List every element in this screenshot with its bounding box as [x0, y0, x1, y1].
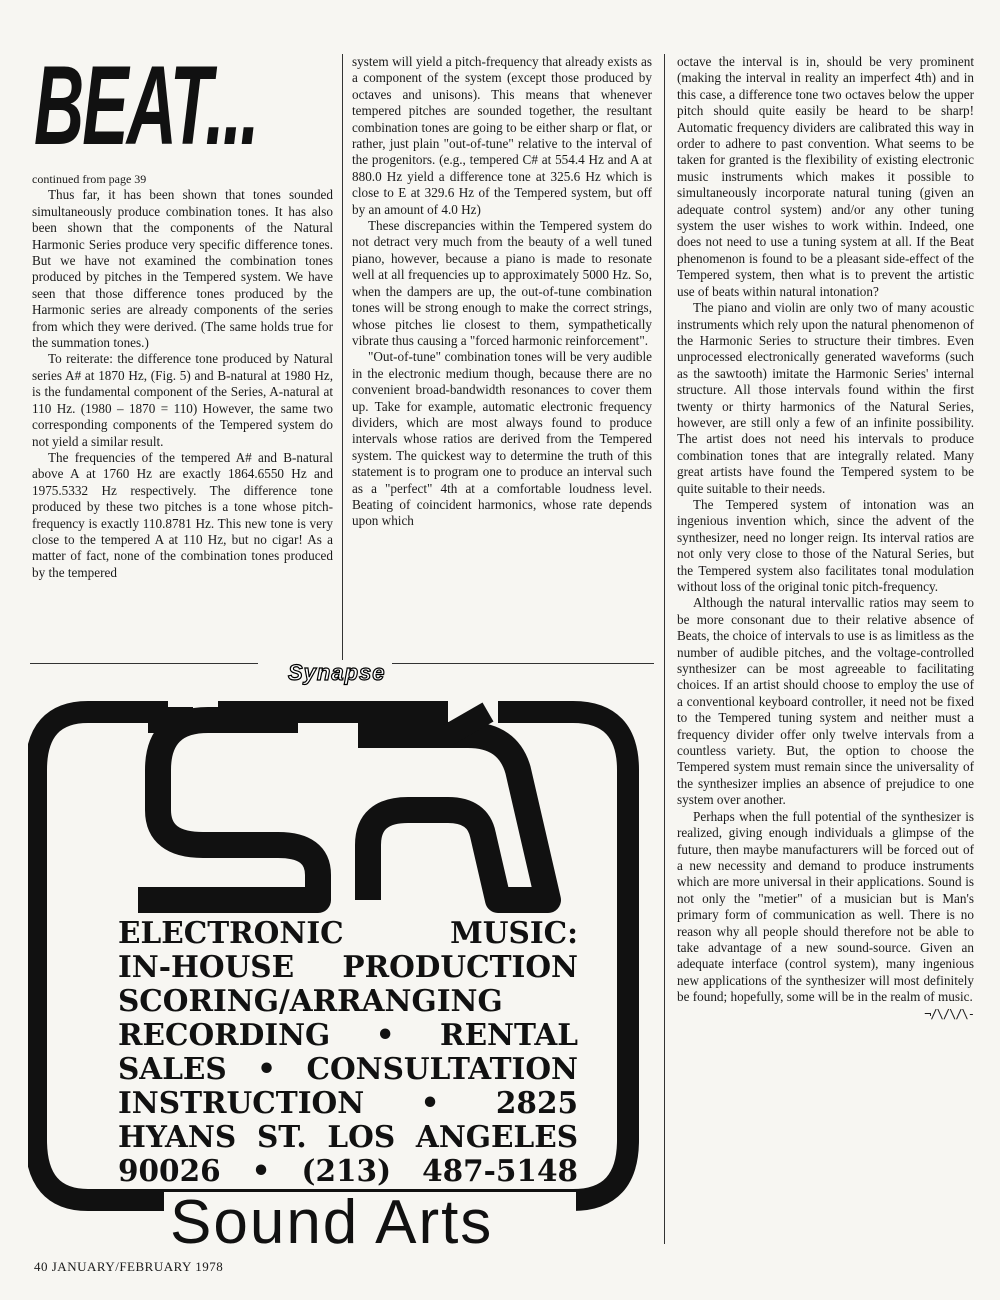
- ad-line: RECORDING • RENTAL: [118, 1017, 578, 1052]
- column-rule: [664, 54, 665, 1244]
- paragraph: "Out-of-tune" combination tones will be very audible in the electronic medium though, because there are no convenient broad-bandwidth resonances to cover them up. Take for example, automatic electronic frequency dividers, which are most always found to produce intervals whose ratios are derived from the Tempered system. The quickest way to determine the truth of this statement is to program one to produce an interval such as a "perfect" 4th at a comfortable loudness level. Beating of coincident harmonics, whose rate depends upon which: [352, 349, 652, 529]
- ad-line: HYANS ST. LOS ANGELES: [118, 1119, 578, 1154]
- synapse-masthead: Synapse: [288, 660, 386, 685]
- signoff-mark: ¬/\/\/\-: [924, 1006, 974, 1021]
- paragraph: Perhaps when the full potential of the synthesizer is realized, giving enough individuals a glimpse of the future, then maybe manufacturers will be forced out of a new necessity and demand to produce instruments which are more universal in their applications. Sound is not only the "metier" of a musician but is Man's primary form of communication as well. There is no reason why all people should therefore not be able to take advantage of a new sound-source. Given an adequate interface (control system), many ingenious new applications of the synthesizer will most definitely be found; hopefully, some will be in the realm of music.: [677, 808, 974, 1005]
- article-column-2: [352, 54, 652, 530]
- paragraph: Thus far, it has been shown that tones sounded simultaneously produce combination tones. It has also been shown that the components of the Natural Harmonic Series produce very specific difference tones. But we have not examined the combination tones produced by pitches in the Tempered system. We have seen that those difference tones produced by the Harmonic series are already components of the series from which they were derived. (The same holds true for the summation tones.): [32, 187, 333, 351]
- ad-line: ELECTRONIC MUSIC:: [118, 915, 578, 950]
- paragraph: The frequencies of the tempered A# and B-natural above A at 1760 Hz are exactly 1864.6550 Hz and 1975.5332 Hz respectively. The difference tone produced by these two pitches is a tone whose pitch-frequency is exactly 110.8781 Hz. This new tone is very close to the tempered A at 110 Hz, but no cigar! As a matter of fact, none of the combination tones produced by the tempered: [32, 449, 333, 580]
- column-rule: [342, 54, 343, 660]
- sound-arts-brand: Sound Arts: [164, 1192, 576, 1254]
- page-footer: [34, 1259, 223, 1275]
- ad-line: INSTRUCTION • 2825: [118, 1085, 578, 1120]
- paragraph: The piano and violin are only two of many acoustic instruments which rely upon the natural phenomenon of the Harmonic Series to structure their timbres. Even unprocessed electronically generated waveforms (such as the sawtooth) imitate the Harmonic Series' internal structure. All those intervals found within the first twenty or thirty harmonics of the Natural Series, however, are still only a few of an infinite possibility. The artist does not need his intervals to produce combination tones that are integrally related. Many great artists have found the Tempered system to be quite suitable to their needs.: [677, 300, 974, 496]
- paragraph: system will yield a pitch-frequency that already exists as a component of the system (except those produced by octaves and unisons). This means that whenever tempered pitches are sounded together, the resultant combination tones are going to be either sharp or flat, or rather, just plain "out-of-tune" relative to the interval of the progenitors. (e.g., tempered C# at 554.4 Hz and A at 880.0 Hz yield a difference tone at 325.6 Hz which is close to E at 329.6 Hz of the Tempered system, but off by an amount of 4.0 Hz): [352, 54, 652, 217]
- continued-note: continued from page 39: [32, 172, 147, 186]
- issue-date: JANUARY/FEBRUARY 1978: [51, 1259, 224, 1274]
- ad-services-list: [118, 916, 578, 1188]
- ad-line: IN-HOUSE PRODUCTION: [118, 949, 578, 984]
- paragraph: These discrepancies within the Tempered system do not detract very much from the beauty of a well tuned piano, however, because a piano is made to resonate well at all frequencies up to approximately 5000 Hz. So, when the dampers are up, the out-of-tune combination tones will be strong enough to make the correct strings, whose pitches lie closest to them, sympathetically vibrate thus causing a "forced harmonic reinforcement".: [352, 218, 652, 348]
- paragraph: The Tempered system of intonation was an ingenious invention which, since the advent of the synthesizer, need no longer reign. Its interval ratios are not only very close to those of the Natural Series, but the Tempered system also facilitates tonal modulation without loss of the original tonic pitch-frequency.: [677, 496, 974, 594]
- paragraph: octave the interval is in, should be very prominent (making the interval in reality an imperfect 4th) and in this case, a difference tone two octaves below the upper pitch should quite easily be heard to be sharp! Automatic frequency dividers are calibrated this way in order to adhere to past convention. What seems to be taken for granted is the flexibility of existing electronic music instruments which makes it possible to simultaneously incorporate natural tuning (given an adequate control system) and/or any other tuning system the user wishes to work within. Indeed, one does not need to use a tuning system at all. If the Beat phenomenon is found to be a pleasant side-effect of the Tempered system, then what is to prevent the artistic use of beats within natural intonation?: [677, 54, 974, 299]
- ad-line: SALES • CONSULTATION: [118, 1051, 578, 1086]
- article-title: BEAT...: [34, 43, 258, 168]
- paragraph: To reiterate: the difference tone produced by Natural series A# at 1870 Hz, (Fig. 5) and B-natural at 1980 Hz, is the fundamental component of the Series, A-natural at 110 Hz. (1980 – 1870 = 110) However, the same two corresponding components of the Tempered system do not yield a similar result.: [32, 351, 333, 449]
- ad-line: 90026 • (213) 487-5148: [118, 1153, 578, 1188]
- ad-line: SCORING/ARRANGING: [118, 983, 503, 1018]
- article-column-1: [32, 171, 333, 581]
- article-column-3: [677, 54, 974, 1022]
- paragraph: Although the natural intervallic ratios may seem to be more consonant due to their relative absence of Beats, the choice of intervals to use is as limitless as the number of audible pitches, and the voltage-controlled synthesizer can be most agreeable to facilitating choices. If an artist should choose to employ the use of a conventional keyboard controller, it need not be fixed to the Tempered tuning system and neither must a frequency divider offer only twelve intervals from a countless variety. But, the option to choose the Tempered system must remain since the universality of the synthesizer implies an absence of prejudice to one system over another.: [677, 595, 974, 808]
- page-number: 40: [34, 1259, 48, 1274]
- sound-arts-advertisement: [28, 660, 653, 1255]
